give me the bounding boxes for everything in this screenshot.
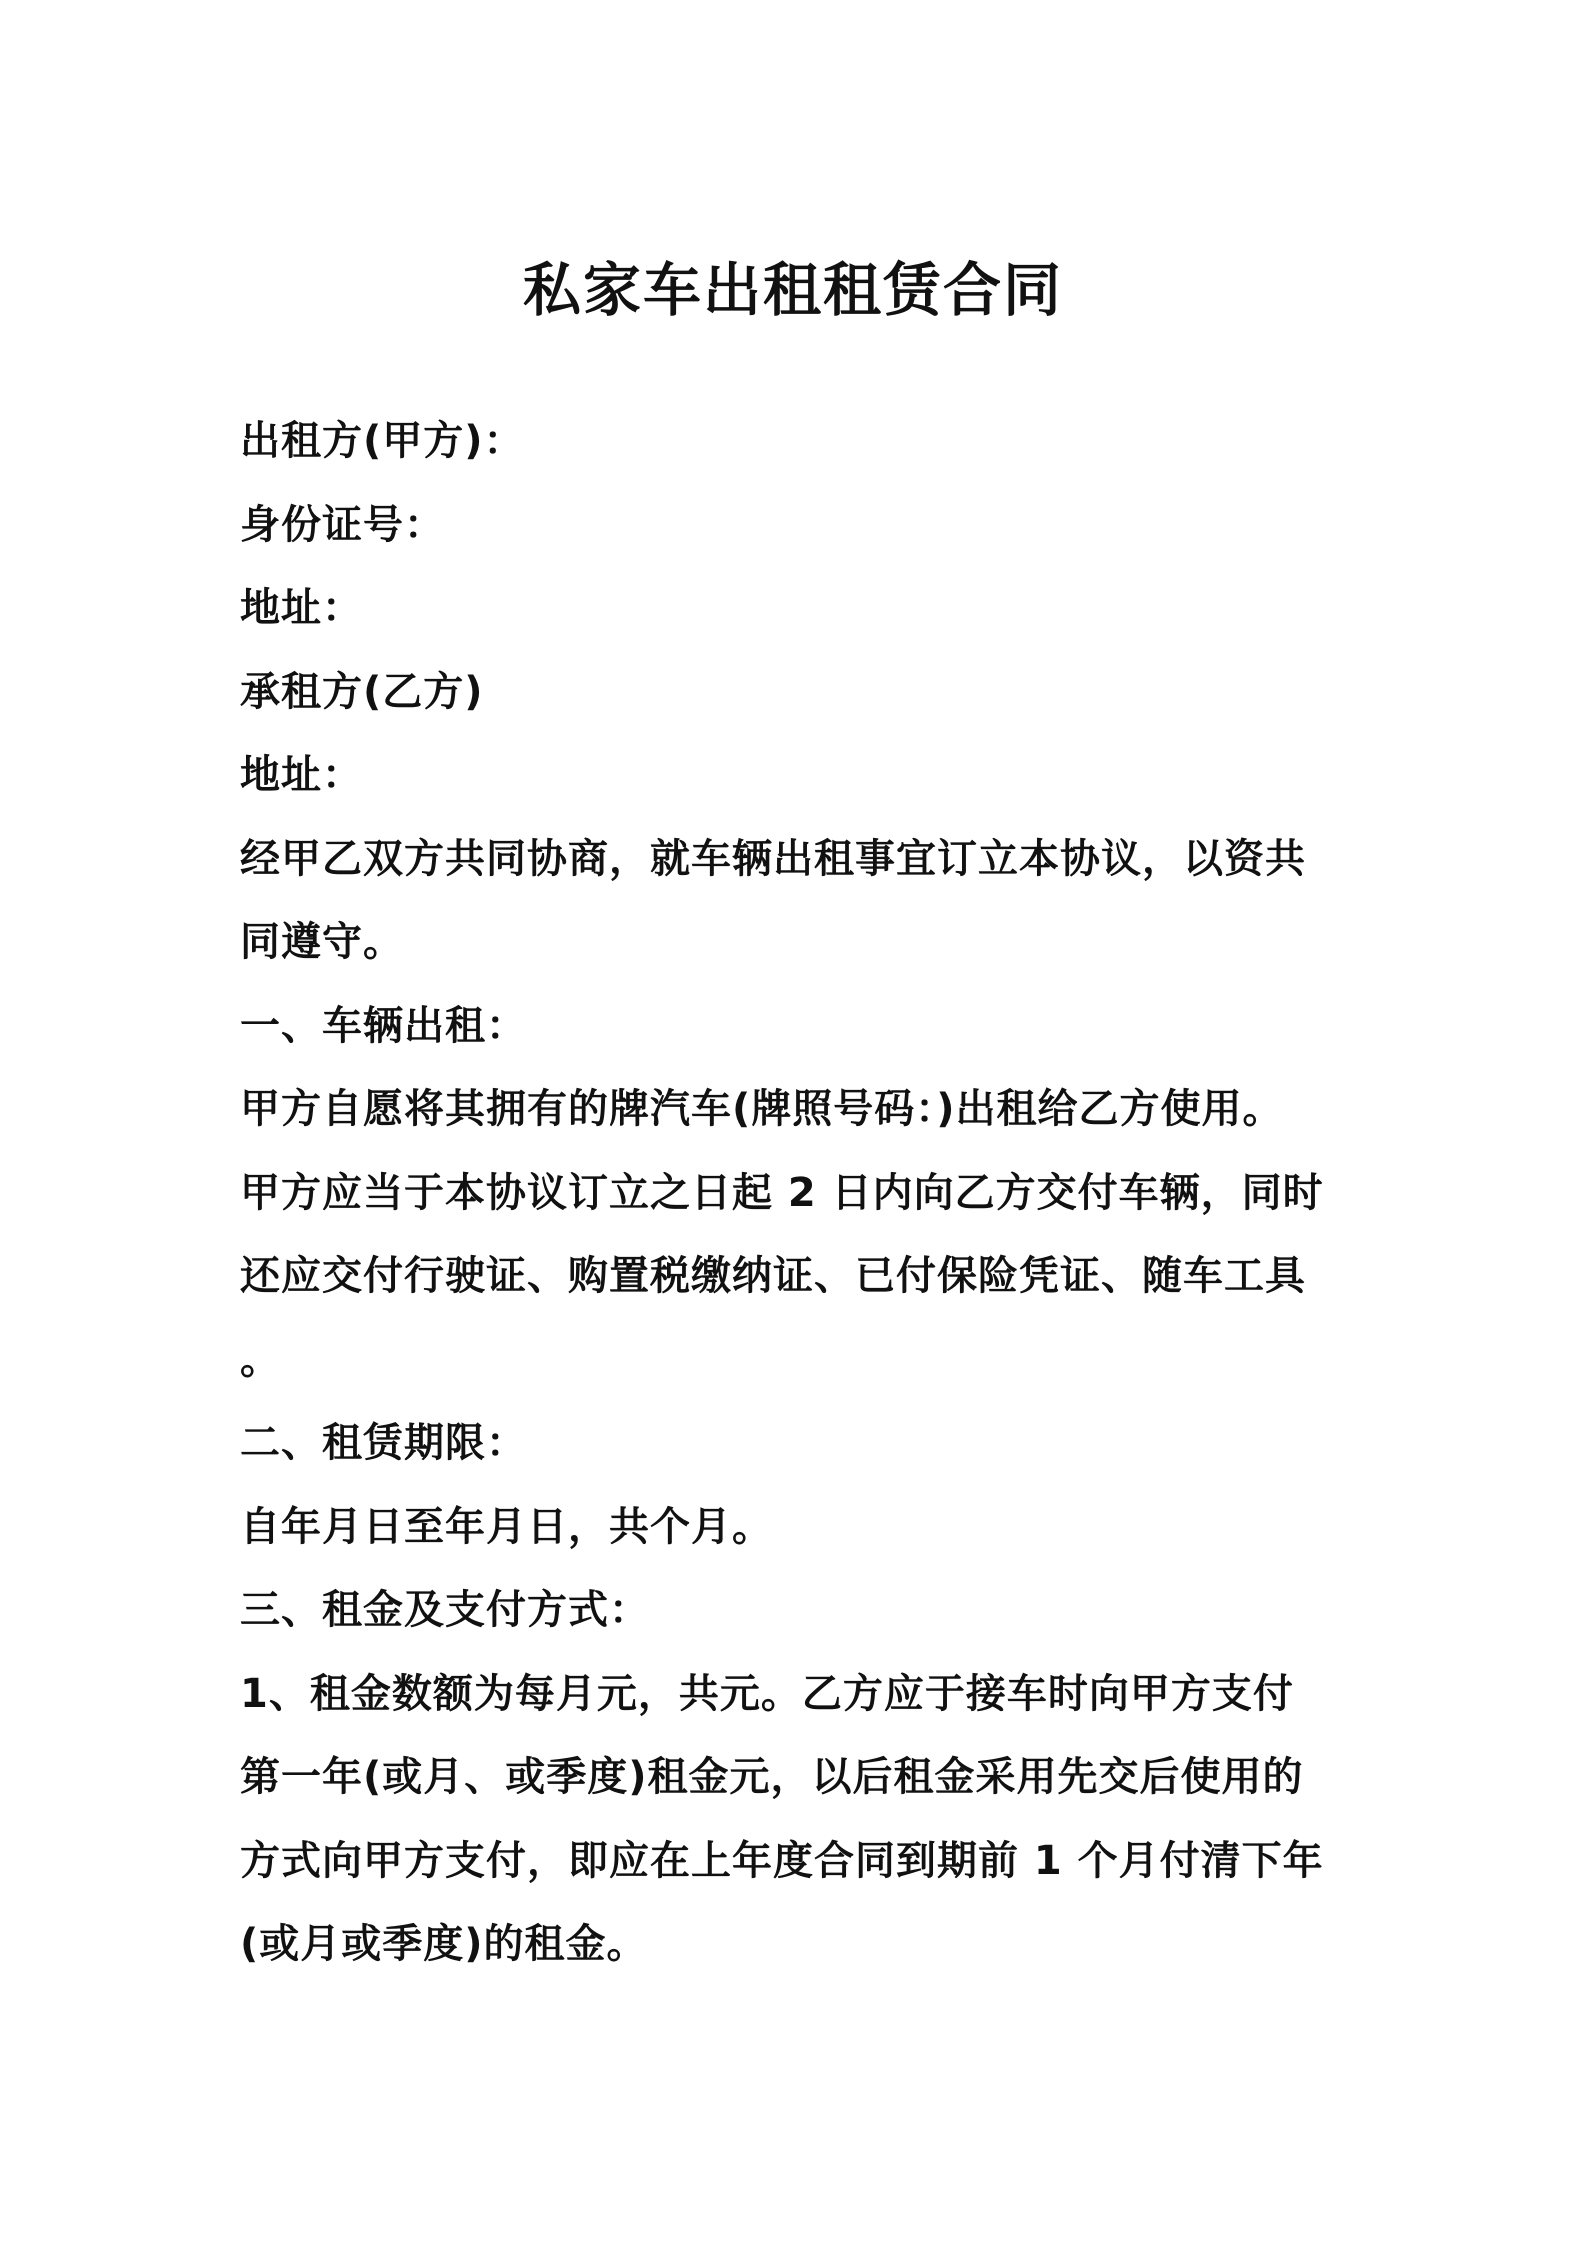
- document-line: 甲方自愿将其拥有的牌汽车(牌照号码：)出租给乙方使用。: [240, 1086, 1284, 1132]
- section-heading: 三、租金及支付方式：: [240, 1587, 650, 1633]
- section-heading: 一、车辆出租：: [240, 1002, 527, 1049]
- document-line: 。: [240, 1336, 281, 1383]
- section-heading: 二、租赁期限：: [240, 1420, 527, 1466]
- document-line: 还应交付行驶证、购置税缴纳证、已付保险凭证、随车工具: [240, 1253, 1306, 1299]
- document-line: (或月或季度)的租金。: [240, 1921, 648, 1967]
- document-line: 同遵守。: [240, 919, 404, 965]
- document-line: 身份证号：: [240, 501, 445, 548]
- document-line: 经甲乙双方共同协商，就车辆出租事宜订立本协议，以资共: [240, 835, 1306, 882]
- document-line: 方式向甲方支付，即应在上年度合同到期前 1 个月付清下年: [240, 1837, 1324, 1884]
- document-line: 甲方应当于本协议订立之日起 2 日内向乙方交付车辆，同时: [240, 1169, 1324, 1216]
- document-line: 出租方(甲方)：: [240, 418, 525, 464]
- document-title: 私家车出租租赁合同: [522, 256, 1063, 324]
- document-line: 地址：: [240, 752, 363, 798]
- document-line: 自年月日至年月日，共个月。: [240, 1503, 773, 1550]
- document-line: 第一年(或月、或季度)租金元，以后租金采用先交后使用的: [240, 1754, 1304, 1800]
- document-line: 地址：: [240, 585, 363, 631]
- document-line: 承租方(乙方): [240, 668, 484, 715]
- document-line: 1、租金数额为每月元，共元。乙方应于接车时向甲方支付: [240, 1670, 1294, 1717]
- document-body: [240, 400, 1360, 1987]
